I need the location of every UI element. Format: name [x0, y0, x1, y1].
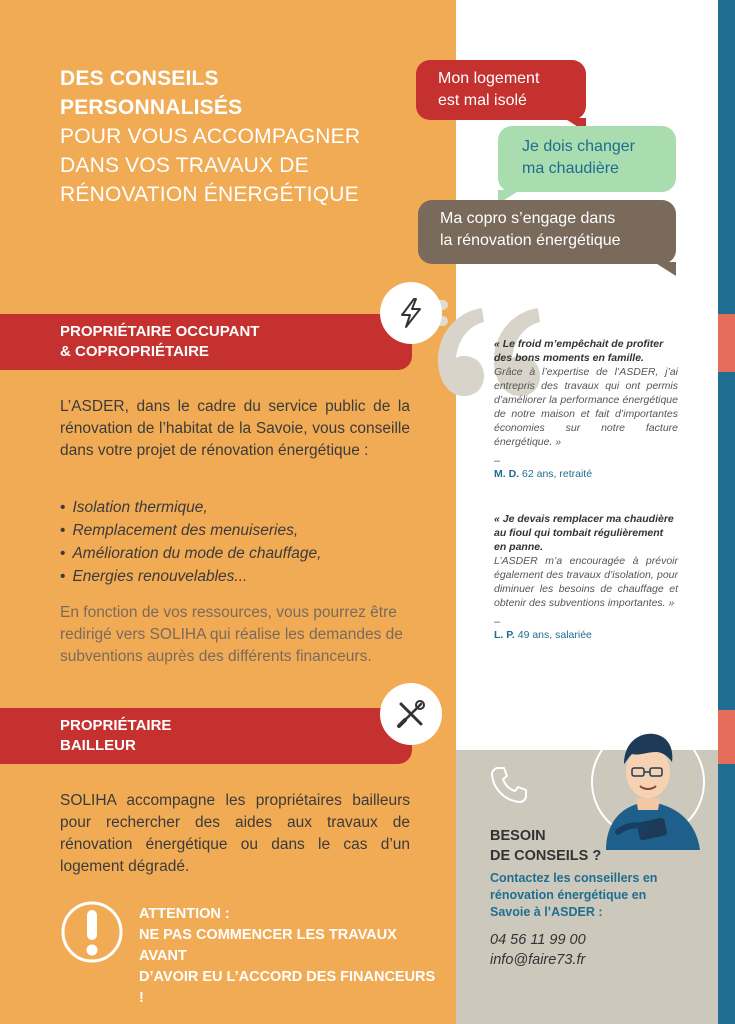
- testimonial-dash: –: [494, 616, 501, 628]
- edge-accent-bottom: [718, 710, 735, 764]
- testimonial: [494, 512, 678, 642]
- warning-line: NE PAS COMMENCER LES TRAVAUX AVANT: [139, 927, 397, 964]
- list-item: • Isolation thermique,: [60, 496, 410, 519]
- warning-text: [139, 904, 439, 1009]
- testimonial-author: [494, 467, 678, 481]
- bubble-line: ma chaudière: [522, 160, 619, 177]
- contact-heading-line: BESOIN: [490, 828, 546, 844]
- section1-note: En fonction de vos ressources, vous pourrez être redirigé vers SOLIHA qui réalise les demandes de subventions auprès des différents financeurs.: [60, 604, 403, 665]
- bubble-tail: [654, 262, 676, 276]
- testimonial-lead: « Le froid m’empêchait de profiter des bons moments en famille.: [494, 338, 664, 364]
- testimonial-body: Grâce à l’expertise de l’ASDER, j’ai entrepris des travaux qui ont permis d’améliorer la performance énergétique de notre maison et fait d’importantes économies sur notre facture énergétique. »: [494, 366, 678, 448]
- testimonial-dash: –: [494, 455, 501, 467]
- list-item: • Energies renouvelables...: [60, 565, 410, 588]
- banner-proprietaire-bailleur: [0, 708, 412, 764]
- banner-proprietaire-occupant: [0, 314, 412, 370]
- testimonial: [494, 337, 678, 481]
- tools-icon: [380, 683, 442, 745]
- author-initials: L. P.: [494, 629, 515, 641]
- testimonial-author: [494, 628, 678, 642]
- warning-title: ATTENTION :: [139, 906, 230, 922]
- hero-title: [60, 64, 400, 209]
- banner-line: PROPRIÉTAIRE: [60, 717, 172, 734]
- renovation-list: [60, 496, 410, 588]
- speech-bubble-insulation: [416, 60, 586, 120]
- hero-title-light-2: DANS VOS TRAVAUX DE: [60, 154, 309, 177]
- author-detail: 49 ans, salariée: [517, 629, 592, 641]
- phone-icon: [488, 764, 530, 806]
- hero-title-bold-1: DES CONSEILS: [60, 67, 219, 90]
- lightning-icon: [380, 282, 442, 344]
- bubble-line: Mon logement: [438, 70, 540, 87]
- speech-bubble-copro: [418, 200, 676, 264]
- warning-line: D’AVOIR EU L’ACCORD DES FINANCEURS !: [139, 969, 436, 1006]
- bubble-line: est mal isolé: [438, 92, 527, 109]
- banner-line: BAILLEUR: [60, 737, 136, 754]
- list-item: • Amélioration du mode de chauffage,: [60, 542, 410, 565]
- edge-accent-top: [718, 314, 735, 372]
- testimonial-body: L’ASDER m’a encouragée à prévoir également des travaux d’isolation, pour diminuer les besoins de chauffage et obtenir des subventions importantes. »: [494, 555, 678, 609]
- section2-text: SOLIHA accompagne les propriétaires bailleurs pour rechercher des aides aux travaux de rénovation énergétique ou dans le cas d’un logement dégradé.: [60, 792, 410, 875]
- list-item: • Remplacement des menuiseries,: [60, 519, 410, 542]
- banner-line: & COPROPRIÉTAIRE: [60, 343, 209, 360]
- banner-line: PROPRIÉTAIRE OCCUPANT: [60, 323, 260, 340]
- hero-title-bold-2: PERSONNALISÉS: [60, 96, 243, 119]
- hero-title-light-1: POUR VOUS ACCOMPAGNER: [60, 125, 361, 148]
- author-detail: 62 ans, retraité: [522, 468, 593, 480]
- contact-email[interactable]: info@faire73.fr: [490, 952, 586, 968]
- warning-icon: [60, 900, 124, 964]
- bubble-line: la rénovation énergétique: [440, 232, 621, 249]
- contact-heading-line: DE CONSEILS ?: [490, 848, 602, 864]
- author-initials: M. D.: [494, 468, 520, 480]
- bubble-line: Je dois changer: [522, 138, 635, 155]
- contact-phone[interactable]: 04 56 11 99 00: [490, 932, 586, 948]
- bubble-line: Ma copro s’engage dans: [440, 210, 616, 227]
- testimonial-lead: « Je devais remplacer ma chaudière au fioul qui tombait régulièrement en panne.: [494, 513, 674, 553]
- contact-heading: [490, 826, 690, 866]
- edge-bar: [718, 0, 735, 1024]
- speech-bubble-boiler: [498, 126, 676, 192]
- hero-title-light-3: RÉNOVATION ÉNERGÉTIQUE: [60, 183, 359, 206]
- section1-intro: L’ASDER, dans le cadre du service public de la rénovation de l’habitat de la Savoie, vous conseille dans votre projet de rénovation énergétique :: [60, 398, 410, 459]
- contact-invite: Contactez les conseillers en rénovation énergétique en Savoie à l’ASDER :: [490, 871, 658, 919]
